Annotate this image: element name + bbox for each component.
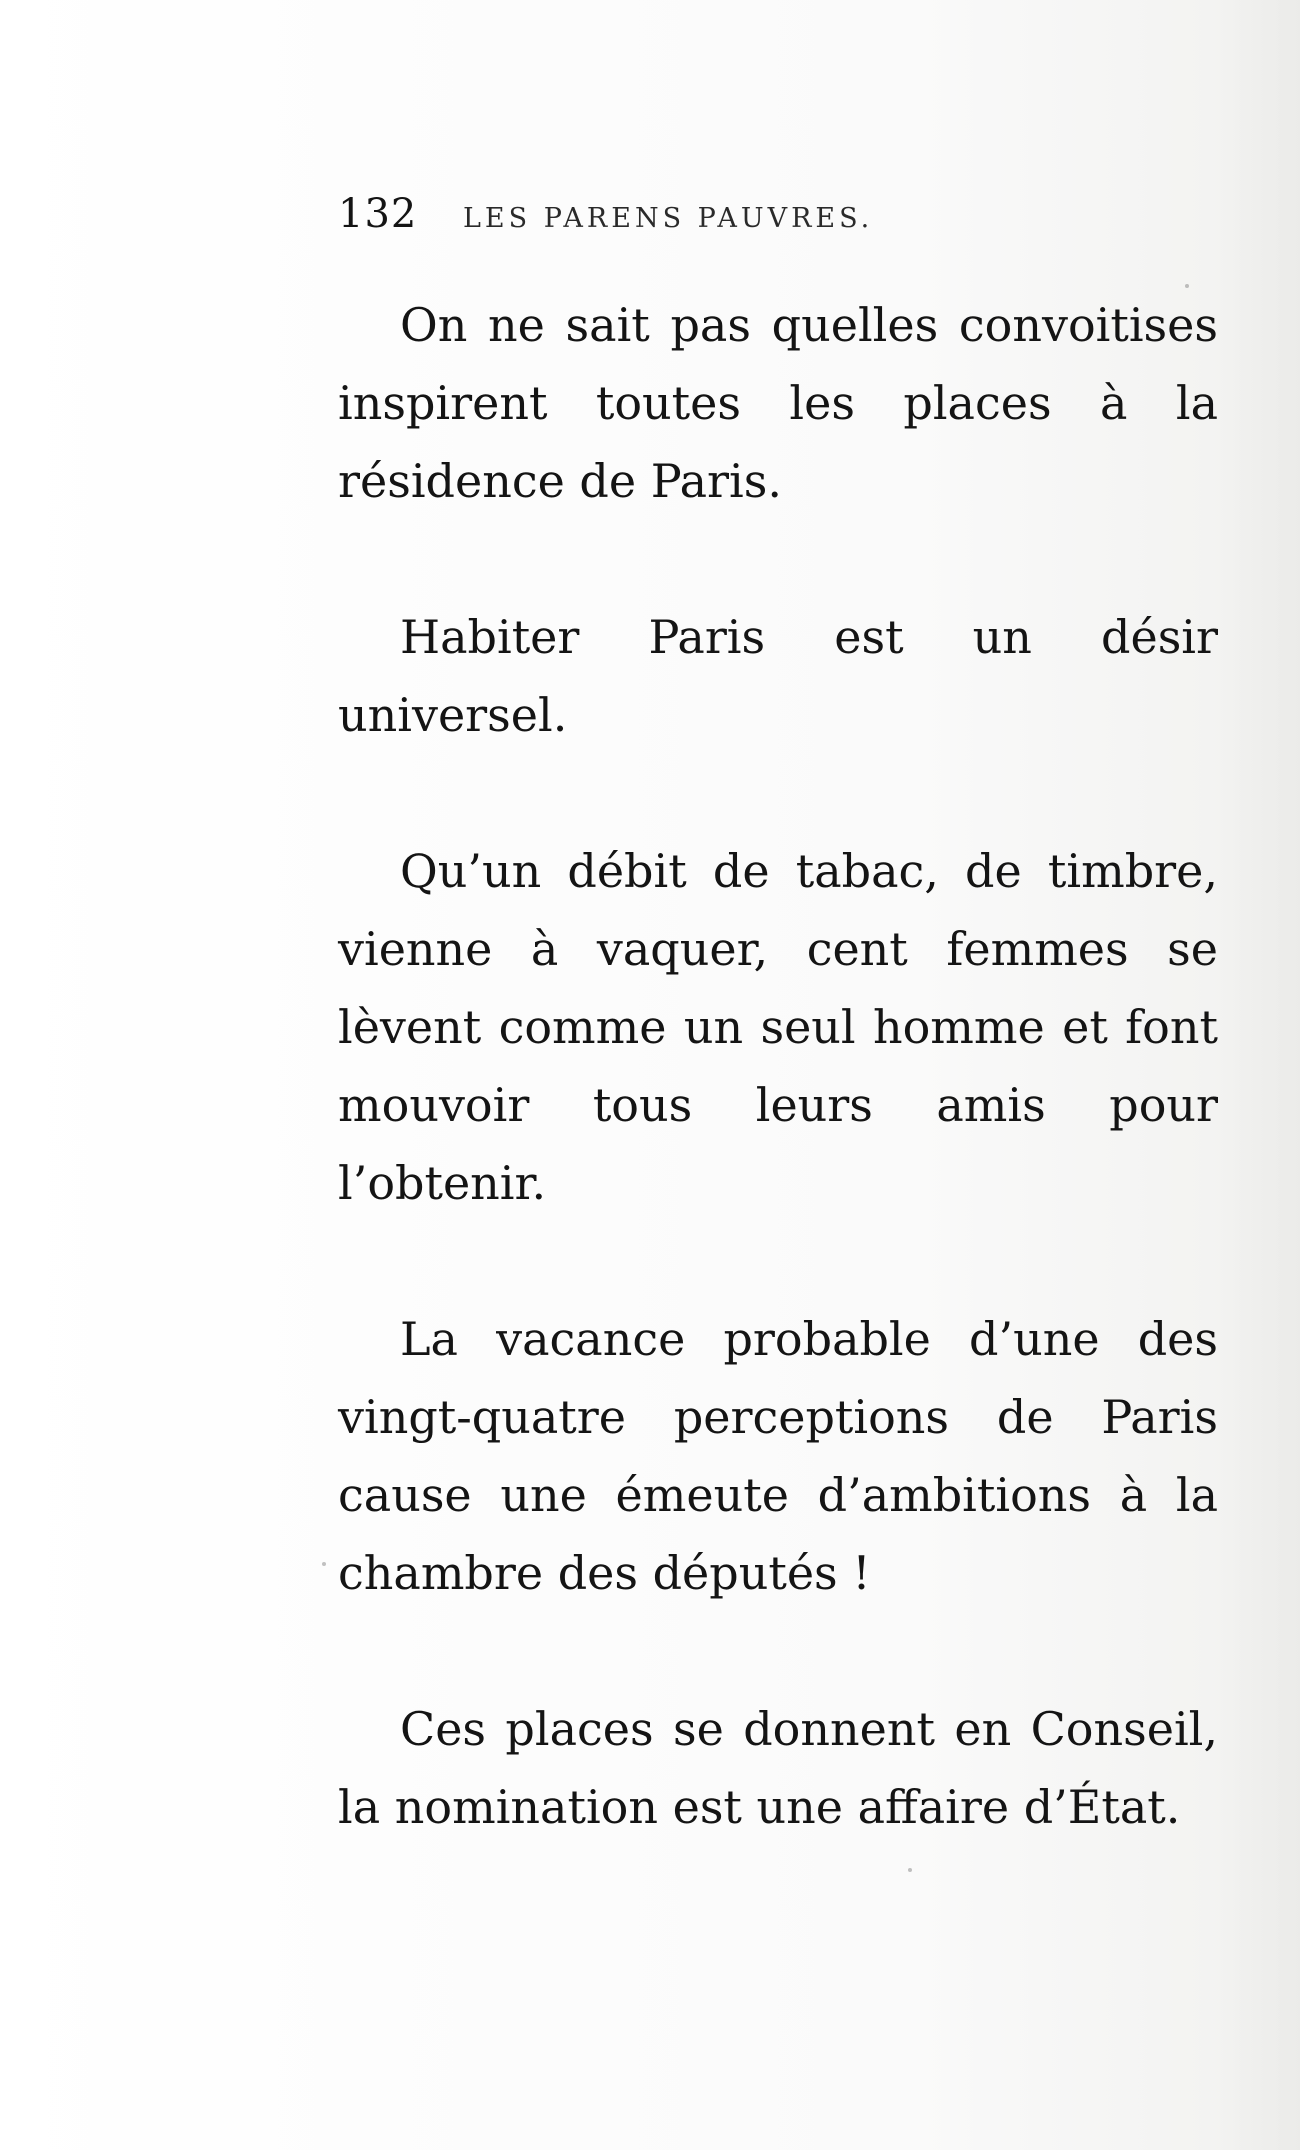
paragraph-4: La vacance probable d’une des vingt-quatre perceptions de Paris cause une émeute d’ambitions à la chambre des députés ! <box>338 1312 1218 1600</box>
paper-speck <box>322 1562 326 1566</box>
page-edge-shadow <box>1220 0 1300 2150</box>
page-number: 132 <box>338 191 418 237</box>
paragraph-3: Qu’un débit de tabac, de timbre, vienne à vaquer, cent femmes se lèvent comme un seul homme et font mouvoir tous leurs amis pour l’obtenir. <box>338 844 1218 1210</box>
running-title: LES PARENS PAUVRES. <box>463 203 874 234</box>
paper-speck <box>908 1868 912 1872</box>
paper-speck <box>1185 284 1189 288</box>
paragraph-1: On ne sait pas quelles convoitises inspirent toutes les places à la résidence de Paris. <box>338 298 1218 508</box>
paragraph-2: Habiter Paris est un désir universel. <box>338 610 1218 742</box>
running-header <box>338 191 1008 246</box>
body-text <box>338 286 1218 1846</box>
paragraph-5: Ces places se donnent en Conseil, la nomination est une affaire d’État. <box>338 1702 1218 1834</box>
